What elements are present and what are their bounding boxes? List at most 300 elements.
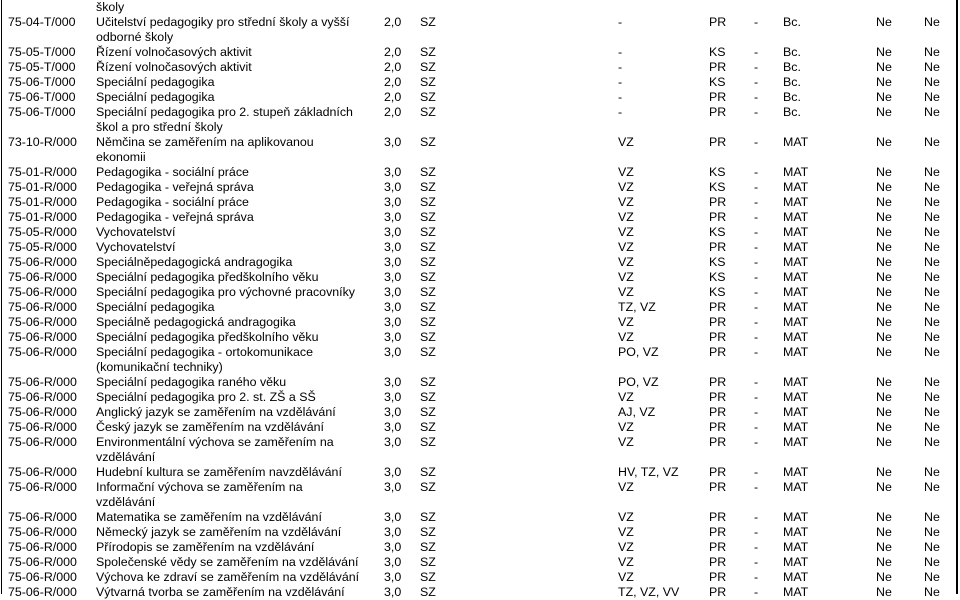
separator-cell: -: [754, 90, 759, 104]
flag-cell-1: Ne: [876, 345, 892, 359]
separator-cell: -: [754, 555, 759, 569]
study-kind-cell: PR: [709, 330, 727, 344]
form-cell: SZ: [420, 15, 436, 29]
degree-cell: MAT: [783, 405, 809, 419]
form-cell: SZ: [420, 210, 436, 224]
separator-cell: -: [754, 300, 759, 314]
flag-cell-2: Ne: [924, 345, 940, 359]
program-code: 75-06-R/000: [8, 285, 77, 299]
prerequisite-cell: AJ, VZ: [618, 405, 656, 419]
program-code: 75-06-R/000: [8, 510, 77, 524]
flag-cell-2: Ne: [924, 435, 940, 449]
program-code: 75-06-T/000: [8, 105, 76, 119]
program-name: Výtvarná tvorba se zaměřením na vzdělávání: [96, 585, 345, 599]
separator-cell: -: [754, 210, 759, 224]
separator-cell: -: [754, 405, 759, 419]
degree-cell: Bc.: [783, 90, 801, 104]
study-kind-cell: PR: [709, 435, 727, 449]
credits-cell: 3,0: [384, 585, 402, 599]
prerequisite-cell: VZ: [618, 165, 634, 179]
table-row-continuation: [0, 30, 960, 45]
separator-cell: -: [754, 105, 759, 119]
form-cell: SZ: [420, 255, 436, 269]
credits-cell: 3,0: [384, 285, 402, 299]
degree-cell: MAT: [783, 570, 809, 584]
prerequisite-cell: VZ: [618, 180, 634, 194]
program-code: 75-06-R/000: [8, 315, 77, 329]
separator-cell: -: [754, 390, 759, 404]
prerequisite-cell: -: [618, 90, 623, 104]
program-name: Výchova ke zdraví se zaměřením na vzdělávání: [96, 570, 360, 584]
prerequisite-cell: VZ: [618, 390, 634, 404]
separator-cell: -: [754, 15, 759, 29]
study-kind-cell: PR: [709, 390, 727, 404]
flag-cell-1: Ne: [876, 270, 892, 284]
separator-cell: -: [754, 135, 759, 149]
separator-cell: -: [754, 195, 759, 209]
flag-cell-1: Ne: [876, 510, 892, 524]
prerequisite-cell: PO, VZ: [618, 345, 659, 359]
program-code: 75-05-R/000: [8, 225, 77, 239]
credits-cell: 3,0: [384, 225, 402, 239]
flag-cell-1: Ne: [876, 105, 892, 119]
flag-cell-2: Ne: [924, 165, 940, 179]
credits-cell: 3,0: [384, 435, 402, 449]
flag-cell-2: Ne: [924, 180, 940, 194]
form-cell: SZ: [420, 165, 436, 179]
credits-cell: 3,0: [384, 195, 402, 209]
program-name: Informační výchova se zaměřením na: [96, 480, 303, 494]
degree-cell: Bc.: [783, 45, 801, 59]
study-kind-cell: PR: [709, 240, 727, 254]
program-code: 75-06-R/000: [8, 585, 77, 599]
separator-cell: -: [754, 330, 759, 344]
separator-cell: -: [754, 165, 759, 179]
program-name: Speciální pedagogika - ortokomunikace: [96, 345, 313, 359]
form-cell: SZ: [420, 270, 436, 284]
program-code: 75-06-T/000: [8, 75, 76, 89]
flag-cell-2: Ne: [924, 405, 940, 419]
flag-cell-1: Ne: [876, 15, 892, 29]
flag-cell-1: Ne: [876, 465, 892, 479]
program-name: Speciálněpedagogická andragogika: [96, 255, 293, 269]
prerequisite-cell: VZ: [618, 420, 634, 434]
program-name: školy: [96, 0, 125, 14]
separator-cell: -: [754, 345, 759, 359]
study-kind-cell: PR: [709, 135, 727, 149]
flag-cell-2: Ne: [924, 555, 940, 569]
separator-cell: -: [754, 570, 759, 584]
flag-cell-2: Ne: [924, 240, 940, 254]
table-row: [0, 420, 960, 435]
table-row: [0, 270, 960, 285]
table-row: [0, 405, 960, 420]
credits-cell: 3,0: [384, 135, 402, 149]
program-name: Speciální pedagogika: [96, 90, 215, 104]
form-cell: SZ: [420, 585, 436, 599]
study-kind-cell: KS: [709, 285, 726, 299]
credits-cell: 3,0: [384, 315, 402, 329]
form-cell: SZ: [420, 525, 436, 539]
degree-cell: MAT: [783, 300, 809, 314]
credits-cell: 3,0: [384, 480, 402, 494]
degree-cell: MAT: [783, 510, 809, 524]
form-cell: SZ: [420, 90, 436, 104]
credits-cell: 3,0: [384, 465, 402, 479]
degree-cell: MAT: [783, 255, 809, 269]
prerequisite-cell: VZ: [618, 330, 634, 344]
table-row: [0, 300, 960, 315]
separator-cell: -: [754, 435, 759, 449]
credits-cell: 3,0: [384, 555, 402, 569]
prerequisite-cell: VZ: [618, 135, 634, 149]
program-code: 75-06-R/000: [8, 465, 77, 479]
separator-cell: -: [754, 180, 759, 194]
study-kind-cell: PR: [709, 60, 727, 74]
study-kind-cell: PR: [709, 315, 727, 329]
study-kind-cell: KS: [709, 225, 726, 239]
program-name: odborné školy: [96, 30, 174, 44]
program-code: 75-05-T/000: [8, 60, 76, 74]
degree-cell: MAT: [783, 210, 809, 224]
table-row: [0, 375, 960, 390]
flag-cell-1: Ne: [876, 135, 892, 149]
degree-cell: MAT: [783, 555, 809, 569]
flag-cell-1: Ne: [876, 555, 892, 569]
table-row: [0, 570, 960, 585]
degree-cell: MAT: [783, 435, 809, 449]
prerequisite-cell: TZ, VZ: [618, 300, 656, 314]
study-kind-cell: PR: [709, 420, 727, 434]
separator-cell: -: [754, 255, 759, 269]
table-row: [0, 465, 960, 480]
flag-cell-2: Ne: [924, 270, 940, 284]
flag-cell-2: Ne: [924, 585, 940, 599]
flag-cell-2: Ne: [924, 255, 940, 269]
program-name: Řízení volnočasových aktivit: [96, 60, 252, 74]
flag-cell-1: Ne: [876, 60, 892, 74]
flag-cell-1: Ne: [876, 240, 892, 254]
program-code: 75-06-R/000: [8, 390, 77, 404]
prerequisite-cell: -: [618, 15, 623, 29]
program-name: Němčina se zaměřením na aplikovanou: [96, 135, 314, 149]
prerequisite-cell: VZ: [618, 480, 634, 494]
table-row: [0, 105, 960, 120]
degree-cell: Bc.: [783, 105, 801, 119]
credits-cell: 2,0: [384, 15, 402, 29]
credits-cell: 3,0: [384, 510, 402, 524]
table-row: [0, 255, 960, 270]
separator-cell: -: [754, 375, 759, 389]
program-name: Hudební kultura se zaměřením navzdělávání: [96, 465, 342, 479]
separator-cell: -: [754, 60, 759, 74]
table-row: [0, 510, 960, 525]
prerequisite-cell: VZ: [618, 240, 634, 254]
separator-cell: -: [754, 45, 759, 59]
degree-cell: MAT: [783, 330, 809, 344]
prerequisite-cell: PO, VZ: [618, 375, 659, 389]
table-row: [0, 240, 960, 255]
credits-cell: 3,0: [384, 180, 402, 194]
flag-cell-1: Ne: [876, 285, 892, 299]
program-code: 75-06-R/000: [8, 300, 77, 314]
credits-cell: 3,0: [384, 420, 402, 434]
program-code: 75-06-R/000: [8, 555, 77, 569]
separator-cell: -: [754, 270, 759, 284]
program-name: vzdělávání: [96, 450, 156, 464]
form-cell: SZ: [420, 45, 436, 59]
flag-cell-2: Ne: [924, 390, 940, 404]
credits-cell: 2,0: [384, 60, 402, 74]
form-cell: SZ: [420, 570, 436, 584]
flag-cell-2: Ne: [924, 105, 940, 119]
flag-cell-2: Ne: [924, 225, 940, 239]
degree-cell: Bc.: [783, 75, 801, 89]
flag-cell-1: Ne: [876, 525, 892, 539]
flag-cell-1: Ne: [876, 255, 892, 269]
form-cell: SZ: [420, 225, 436, 239]
flag-cell-2: Ne: [924, 75, 940, 89]
program-name: Speciální pedagogika pro 2. st. ZŠ a SŠ: [96, 390, 316, 404]
form-cell: SZ: [420, 180, 436, 194]
flag-cell-2: Ne: [924, 510, 940, 524]
study-kind-cell: PR: [709, 375, 727, 389]
flag-cell-1: Ne: [876, 480, 892, 494]
program-name: škol a pro střední školy: [96, 120, 223, 134]
form-cell: SZ: [420, 390, 436, 404]
flag-cell-1: Ne: [876, 315, 892, 329]
study-kind-cell: PR: [709, 195, 727, 209]
credits-cell: 2,0: [384, 105, 402, 119]
program-name: (komunikační techniky): [96, 360, 223, 374]
table-row: [0, 585, 960, 600]
credits-cell: 3,0: [384, 240, 402, 254]
program-code: 75-06-R/000: [8, 345, 77, 359]
flag-cell-2: Ne: [924, 90, 940, 104]
form-cell: SZ: [420, 315, 436, 329]
table-row: [0, 285, 960, 300]
flag-cell-1: Ne: [876, 90, 892, 104]
program-name: Německý jazyk se zaměřením na vzdělávání: [96, 525, 342, 539]
credits-cell: 2,0: [384, 75, 402, 89]
program-name: Speciální pedagogika pro 2. stupeň základních: [96, 105, 353, 119]
study-kind-cell: PR: [709, 555, 727, 569]
flag-cell-1: Ne: [876, 540, 892, 554]
table-row-continuation: [0, 495, 960, 510]
table-row: [0, 330, 960, 345]
degree-cell: MAT: [783, 165, 809, 179]
flag-cell-1: Ne: [876, 195, 892, 209]
form-cell: SZ: [420, 105, 436, 119]
form-cell: SZ: [420, 345, 436, 359]
study-kind-cell: KS: [709, 165, 726, 179]
flag-cell-1: Ne: [876, 585, 892, 599]
table-row: [0, 195, 960, 210]
degree-cell: MAT: [783, 465, 809, 479]
program-name: Vychovatelství: [96, 240, 176, 254]
separator-cell: -: [754, 240, 759, 254]
form-cell: SZ: [420, 465, 436, 479]
program-code: 75-04-T/000: [8, 15, 76, 29]
prerequisite-cell: -: [618, 105, 623, 119]
credits-cell: 3,0: [384, 300, 402, 314]
program-name: Speciální pedagogika předškolního věku: [96, 270, 319, 284]
separator-cell: -: [754, 480, 759, 494]
form-cell: SZ: [420, 555, 436, 569]
flag-cell-1: Ne: [876, 420, 892, 434]
flag-cell-2: Ne: [924, 540, 940, 554]
program-code: 75-06-R/000: [8, 480, 77, 494]
study-kind-cell: PR: [709, 90, 727, 104]
credits-cell: 3,0: [384, 525, 402, 539]
credits-cell: 3,0: [384, 540, 402, 554]
flag-cell-2: Ne: [924, 210, 940, 224]
program-code: 75-01-R/000: [8, 165, 77, 179]
prerequisite-cell: -: [618, 75, 623, 89]
program-code: 75-05-T/000: [8, 45, 76, 59]
study-kind-cell: PR: [709, 210, 727, 224]
form-cell: SZ: [420, 405, 436, 419]
credits-cell: 3,0: [384, 330, 402, 344]
credits-cell: 2,0: [384, 90, 402, 104]
table-row: [0, 75, 960, 90]
flag-cell-1: Ne: [876, 210, 892, 224]
separator-cell: -: [754, 510, 759, 524]
degree-cell: MAT: [783, 540, 809, 554]
prerequisite-cell: VZ: [618, 285, 634, 299]
program-name: Vychovatelství: [96, 225, 176, 239]
program-code: 75-01-R/000: [8, 180, 77, 194]
flag-cell-2: Ne: [924, 465, 940, 479]
program-name: Environmentální výchova se zaměřením na: [96, 435, 334, 449]
form-cell: SZ: [420, 195, 436, 209]
prerequisite-cell: VZ: [618, 315, 634, 329]
program-name: Anglický jazyk se zaměřením na vzdělávání: [96, 405, 336, 419]
program-code: 75-06-R/000: [8, 255, 77, 269]
form-cell: SZ: [420, 435, 436, 449]
degree-cell: MAT: [783, 525, 809, 539]
program-code: 75-06-R/000: [8, 405, 77, 419]
table-row: [0, 480, 960, 495]
study-kind-cell: KS: [709, 45, 726, 59]
table-row: [0, 165, 960, 180]
credits-cell: 3,0: [384, 165, 402, 179]
separator-cell: -: [754, 420, 759, 434]
credits-cell: 3,0: [384, 375, 402, 389]
table-row-continuation: [0, 120, 960, 135]
credits-cell: 3,0: [384, 345, 402, 359]
degree-cell: MAT: [783, 270, 809, 284]
table-row: [0, 540, 960, 555]
flag-cell-1: Ne: [876, 75, 892, 89]
program-name: Český jazyk se zaměřením na vzdělávání: [96, 420, 324, 434]
program-name: Matematika se zaměřením na vzdělávání: [96, 510, 322, 524]
credits-cell: 3,0: [384, 570, 402, 584]
flag-cell-2: Ne: [924, 330, 940, 344]
credits-cell: 3,0: [384, 405, 402, 419]
table-row: [0, 45, 960, 60]
flag-cell-2: Ne: [924, 525, 940, 539]
table-row-continuation: [0, 360, 960, 375]
table-row: [0, 225, 960, 240]
study-kind-cell: KS: [709, 270, 726, 284]
prerequisite-cell: VZ: [618, 435, 634, 449]
flag-cell-2: Ne: [924, 195, 940, 209]
degree-cell: MAT: [783, 345, 809, 359]
table-row: [0, 90, 960, 105]
study-kind-cell: PR: [709, 480, 727, 494]
study-kind-cell: PR: [709, 345, 727, 359]
program-code: 75-06-R/000: [8, 570, 77, 584]
program-name: Společenské vědy se zaměřením na vzdělávání: [96, 555, 359, 569]
flag-cell-2: Ne: [924, 285, 940, 299]
table-row: [0, 555, 960, 570]
study-kind-cell: KS: [709, 75, 726, 89]
program-code: 75-01-R/000: [8, 210, 77, 224]
form-cell: SZ: [420, 420, 436, 434]
flag-cell-1: Ne: [876, 330, 892, 344]
prerequisite-cell: VZ: [618, 555, 634, 569]
separator-cell: -: [754, 285, 759, 299]
form-cell: SZ: [420, 135, 436, 149]
study-kind-cell: PR: [709, 405, 727, 419]
credits-cell: 2,0: [384, 45, 402, 59]
degree-cell: MAT: [783, 375, 809, 389]
study-kind-cell: PR: [709, 105, 727, 119]
flag-cell-2: Ne: [924, 15, 940, 29]
degree-cell: MAT: [783, 315, 809, 329]
flag-cell-1: Ne: [876, 225, 892, 239]
study-kind-cell: PR: [709, 570, 727, 584]
credits-cell: 3,0: [384, 255, 402, 269]
program-name: Speciální pedagogika: [96, 75, 215, 89]
table-row: [0, 180, 960, 195]
flag-cell-2: Ne: [924, 375, 940, 389]
credits-cell: 3,0: [384, 390, 402, 404]
table-row: [0, 345, 960, 360]
prerequisite-cell: VZ: [618, 225, 634, 239]
separator-cell: -: [754, 540, 759, 554]
table-row-continuation: [0, 150, 960, 165]
program-name: Řízení volnočasových aktivit: [96, 45, 252, 59]
separator-cell: -: [754, 75, 759, 89]
form-cell: SZ: [420, 480, 436, 494]
study-kind-cell: PR: [709, 585, 727, 599]
prerequisite-cell: VZ: [618, 510, 634, 524]
flag-cell-2: Ne: [924, 315, 940, 329]
flag-cell-2: Ne: [924, 420, 940, 434]
degree-cell: Bc.: [783, 15, 801, 29]
degree-cell: Bc.: [783, 60, 801, 74]
separator-cell: -: [754, 465, 759, 479]
prerequisite-cell: VZ: [618, 540, 634, 554]
flag-cell-2: Ne: [924, 60, 940, 74]
program-code: 75-06-R/000: [8, 270, 77, 284]
program-name: Speciální pedagogika předškolního věku: [96, 330, 319, 344]
form-cell: SZ: [420, 60, 436, 74]
separator-cell: -: [754, 315, 759, 329]
program-code: 75-06-R/000: [8, 420, 77, 434]
form-cell: SZ: [420, 285, 436, 299]
prerequisite-cell: VZ: [618, 525, 634, 539]
prerequisite-cell: VZ: [618, 195, 634, 209]
table-row: [0, 525, 960, 540]
form-cell: SZ: [420, 510, 436, 524]
separator-cell: -: [754, 585, 759, 599]
degree-cell: MAT: [783, 390, 809, 404]
flag-cell-1: Ne: [876, 45, 892, 59]
flag-cell-1: Ne: [876, 390, 892, 404]
